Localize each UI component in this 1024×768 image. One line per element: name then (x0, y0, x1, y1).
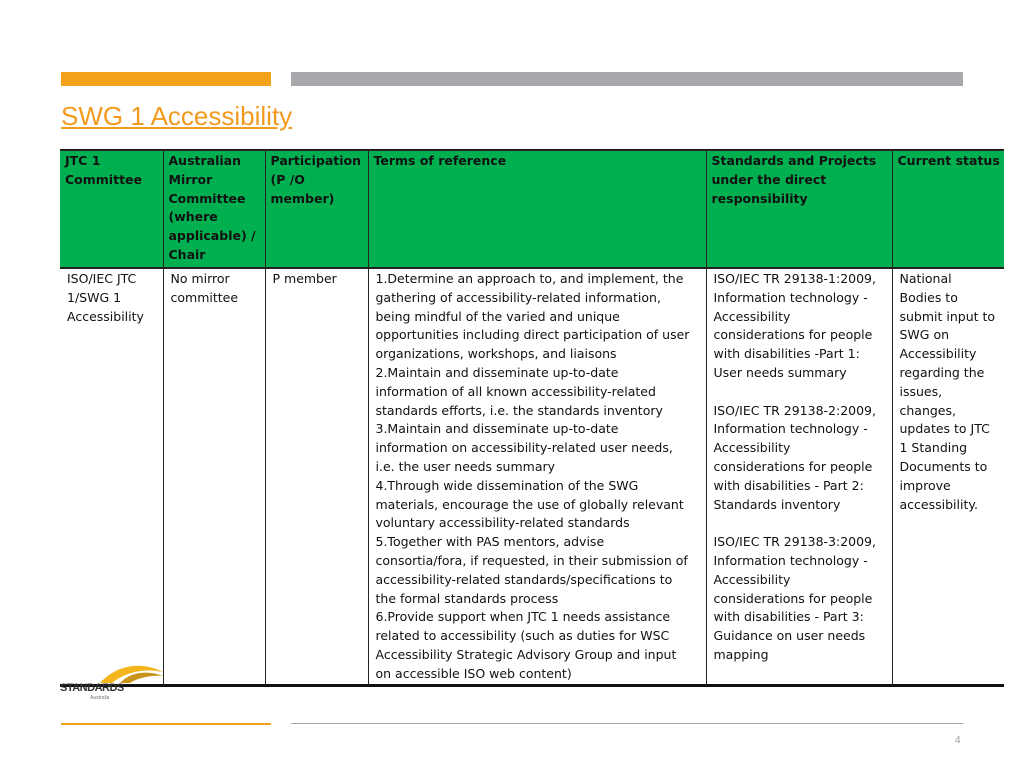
standard-text-line: Guidance on user needs (713, 628, 866, 644)
standard-gap (714, 514, 888, 533)
header-accent-bar-gray (291, 72, 963, 86)
cell-mirror (163, 268, 265, 685)
header-australian-mirror (163, 150, 265, 268)
status-text-line: updates to JTC (899, 421, 990, 437)
standard-text-line: with disabilities - Part 2: (713, 477, 864, 493)
terms-text-line: 3.Maintain and disseminate up-to-date (375, 421, 619, 437)
terms-text-line: opportunities including direct participation of user (375, 327, 690, 343)
standards-australia-logo (60, 662, 164, 704)
mirror-text-line: committee (170, 289, 239, 305)
table-row (60, 268, 1004, 685)
status-text-line: changes, (899, 402, 956, 418)
terms-text-line: 5.Together with PAS mentors, advise (375, 534, 605, 550)
terms-text-line: the formal standards process (375, 590, 559, 606)
header-text-line: JTC 1 (65, 153, 101, 168)
header-text-line: member) (270, 190, 335, 206)
status-text-line: submit input to (899, 308, 996, 324)
terms-text-line: 1.Determine an approach to, and implement, the (375, 271, 684, 286)
committee-table (60, 149, 1004, 687)
status-text-line: National (899, 271, 952, 286)
standard-text-line: User needs summary (713, 364, 847, 380)
header-text-line: Committee (65, 171, 143, 187)
terms-text-line: accessibility-related standards/specifications to (375, 571, 673, 587)
header-text-line: (P /O (270, 171, 305, 187)
terms-text-line: information of all known accessibility-related (375, 383, 656, 399)
status-text-line: SWG on (899, 327, 950, 343)
status-text-line: accessibility. (899, 496, 978, 512)
standard-text-line: considerations for people (713, 327, 873, 343)
header-text-line: Terms of reference (373, 153, 507, 168)
participation-text-line: P member (272, 271, 337, 286)
header-accent-bar-orange (61, 72, 271, 86)
terms-text-line: gathering of accessibility-related information, (375, 289, 661, 305)
header-text-line: Current status (897, 153, 1000, 168)
standard-text-line: Information technology - (713, 421, 868, 437)
table-header-row (60, 150, 1004, 268)
committee-text-line: Accessibility (67, 308, 144, 324)
cell-terms (368, 268, 706, 685)
terms-text-line: standards efforts, i.e. the standards inventory (375, 402, 663, 418)
status-text-line: improve (899, 477, 951, 493)
standard-text-line: ISO/IEC TR 29138-3:2009, (713, 534, 876, 550)
slide-title: SWG 1 Accessibility (61, 101, 293, 131)
header-text-line: Participation (270, 153, 362, 168)
footer-accent-bar-orange (61, 723, 271, 725)
standard-text-line: mapping (713, 646, 769, 662)
header-text-line: Chair (168, 246, 206, 262)
header-text-line: Standards and Projects (711, 153, 877, 168)
standard-text-line: considerations for people (713, 458, 873, 474)
header-standards-projects (706, 150, 892, 268)
terms-text-line: on accessible ISO web content) (375, 665, 572, 681)
standard-text-line: Accessibility (713, 571, 791, 587)
cell-standards (706, 268, 892, 685)
cell-participation (265, 268, 368, 685)
header-terms-of-reference (368, 150, 706, 268)
standard-text-line: Information technology - (713, 552, 868, 568)
header-participation (265, 150, 368, 268)
standard-gap (714, 383, 888, 402)
status-text-line: Documents to (899, 458, 988, 474)
standard-text-line: considerations for people (713, 590, 873, 606)
terms-text-line: 2.Maintain and disseminate up-to-date (375, 364, 619, 380)
standard-text-line: Information technology - (713, 289, 868, 305)
standard-text-line: Accessibility (713, 440, 791, 456)
terms-text-line: related to accessibility (such as duties for WSC (375, 628, 670, 644)
header-text-line: under the direct (711, 171, 827, 187)
header-text-line: (where (168, 209, 218, 225)
status-text-line: regarding the (899, 364, 985, 380)
terms-text-line: being mindful of the varied and unique (375, 308, 620, 324)
standard-text-line: with disabilities - Part 3: (713, 609, 864, 625)
header-text-line: Mirror (168, 171, 213, 187)
logo-swoosh-icon (60, 662, 164, 684)
committee-text-line: 1/SWG 1 (67, 289, 122, 305)
header-text-line: Committee (168, 190, 246, 206)
page-number: 4 (955, 735, 961, 746)
status-text-line: 1 Standing (899, 440, 968, 456)
header-current-status (892, 150, 1004, 268)
standard-text-line: Accessibility (713, 308, 791, 324)
terms-text-line: 6.Provide support when JTC 1 needs assistance (375, 609, 671, 625)
status-text-line: Bodies to (899, 289, 958, 305)
header-text-line: Australian (168, 153, 241, 168)
logo-text: STANDARDS (60, 682, 124, 694)
terms-text-line: voluntary accessibility-related standards (375, 515, 630, 531)
header-text-line: applicable) / (168, 228, 256, 244)
standard-text-line: with disabilities -Part 1: (713, 346, 860, 362)
cell-status (892, 268, 1004, 685)
terms-text-line: Accessibility Strategic Advisory Group and input (375, 646, 677, 662)
cell-committee (60, 268, 163, 685)
terms-text-line: consortia/fora, if requested, in their submission of (375, 552, 688, 568)
footer-accent-bar-gray (291, 723, 963, 724)
logo-subtext: Australia (90, 695, 110, 701)
terms-text-line: organizations, workshops, and liaisons (375, 346, 617, 362)
terms-text-line: materials, encourage the use of globally relevant (375, 496, 684, 512)
standard-text-line: ISO/IEC TR 29138-2:2009, (713, 402, 876, 418)
standard-text-line: ISO/IEC TR 29138-1:2009, (713, 271, 876, 286)
committee-text-line: ISO/IEC JTC (67, 271, 137, 286)
status-text-line: Accessibility (899, 346, 977, 362)
terms-text-line: information on accessibility-related user needs, (375, 440, 673, 456)
header-jtc1-committee (60, 150, 163, 268)
terms-text-line: 4.Through wide dissemination of the SWG (375, 477, 639, 493)
terms-text-line: i.e. the user needs summary (375, 458, 556, 474)
standard-text-line: Standards inventory (713, 496, 841, 512)
header-text-line: responsibility (711, 190, 808, 206)
status-text-line: issues, (899, 383, 943, 399)
mirror-text-line: No mirror (170, 271, 230, 286)
